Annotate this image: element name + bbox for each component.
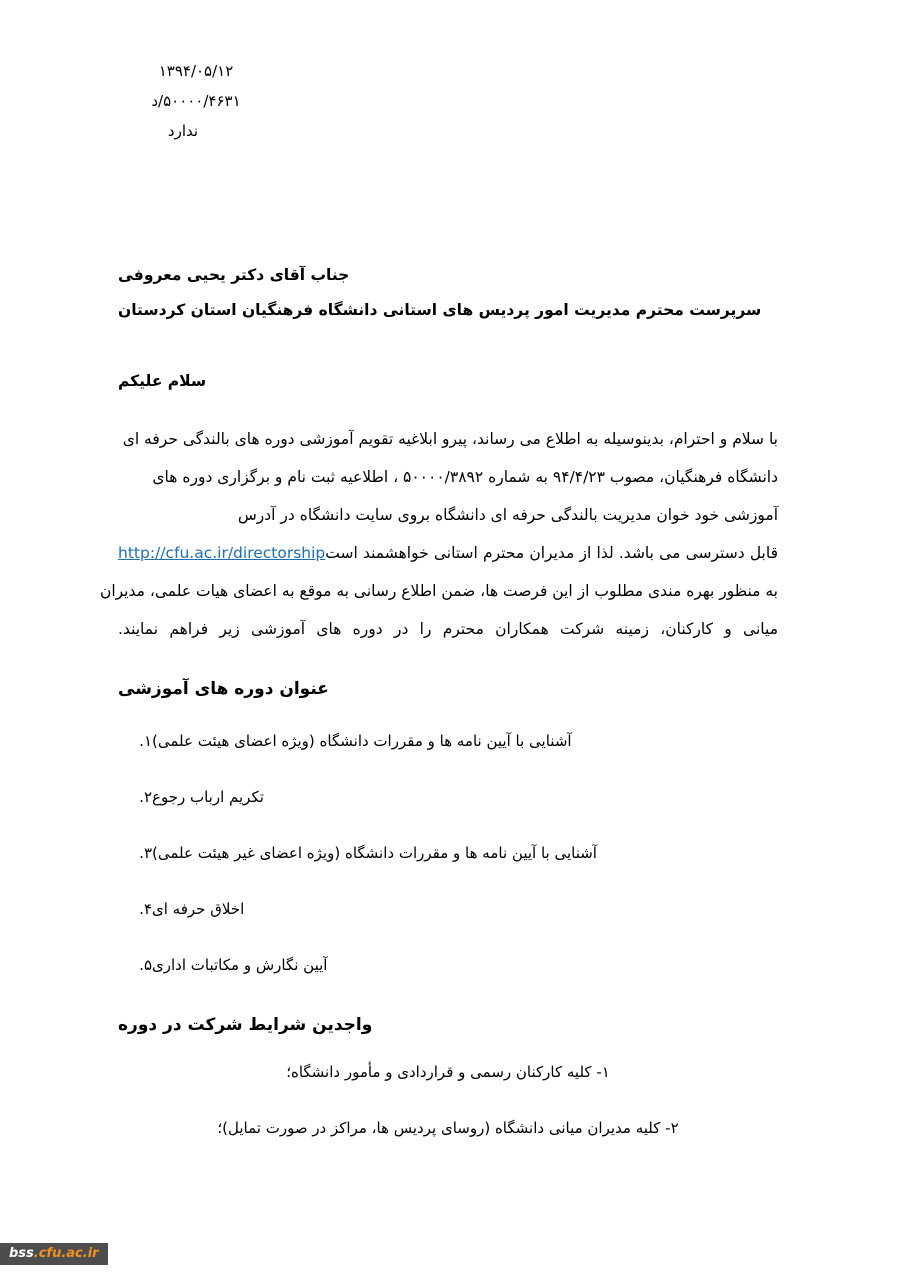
list-item xyxy=(118,788,778,844)
site-watermark xyxy=(0,1243,108,1265)
courses-section-heading: عنوان دوره های آموزشی xyxy=(118,679,329,699)
course-title: آشنایی با آیین نامه ها و مقررات دانشگاه (ویژه اعضای هیئت علمی) xyxy=(152,732,572,750)
body-paragraph xyxy=(99,420,778,648)
letter-reference-number: ۵۰۰۰۰/۴۶۳۱/د xyxy=(151,92,241,110)
body-line-1: با سلام و احترام، بدینوسیله به اطلاع می رساند، پیرو ابلاغیه تقویم آموزشی دوره های بالندگی حرفه ای xyxy=(122,430,778,448)
body-line-3: آموزشی خود خوان مدیریت بالندگی حرفه ای دانشگاه بروی سایت دانشگاه در آدرس xyxy=(237,506,778,524)
list-item xyxy=(118,956,778,1012)
body-line-4: قابل دسترسی می باشد. لذا از مدیران محترم استانی خواهشمند استhttp://cfu.ac.ir/directorship xyxy=(118,534,778,572)
course-title: تکریم ارباب رجوع xyxy=(152,788,264,806)
letter-attachment: ندارد xyxy=(167,122,199,140)
letter-header xyxy=(96,56,296,146)
course-number: ۳. xyxy=(139,844,152,862)
list-item xyxy=(118,732,778,788)
course-title: آیین نگارش و مکاتبات اداری xyxy=(152,956,328,974)
watermark-prefix: bss xyxy=(9,1246,34,1261)
course-title: آشنایی با آیین نامه ها و مقررات دانشگاه (ویژه اعضای غیر هیئت علمی) xyxy=(152,844,597,862)
course-list xyxy=(118,732,778,1012)
letter-date: ۱۳۹۴/۰۵/۱۲ xyxy=(158,62,234,80)
eligibility-section-heading: واجدین شرایط شرکت در دوره xyxy=(118,1015,373,1035)
body-line-5: به منظور بهره مندی مطلوب از این فرصت ها، ضمن اطلاع رسانی به موقع به اعضای هیات علمی، مدیران xyxy=(99,582,778,600)
addressee-title: سرپرست محترم مدیریت امور پردیس های استانی دانشگاه فرهنگیان استان کردستان xyxy=(118,301,762,319)
course-number: ۵. xyxy=(139,956,152,974)
addressee-block xyxy=(118,258,778,328)
addressee-name: جناب آقای دکتر یحیی معروفی xyxy=(118,266,350,284)
list-item xyxy=(118,844,778,900)
course-number: ۴. xyxy=(139,900,152,918)
body-line-2: دانشگاه فرهنگیان، مصوب ۹۴/۴/۲۳ به شماره ۵۰۰۰۰/۳۸۹۲ ، اطلاعیه ثبت نام و برگزاری دوره های xyxy=(152,468,778,486)
course-number: ۱. xyxy=(139,732,152,750)
greeting-text: سلام علیکم xyxy=(118,372,207,390)
body-line-6: میانی و کارکنان، زمینه شرکت همکاران محترم را در دوره های آموزشی زیر فراهم نمایند. xyxy=(118,620,778,638)
list-item: ۲- کلیه مدیران میانی دانشگاه (روسای پردیس ها، مراکز در صورت تمایل)؛ xyxy=(217,1119,679,1137)
course-title: اخلاق حرفه ای xyxy=(152,900,245,918)
eligibility-list xyxy=(118,1063,778,1175)
list-item xyxy=(118,900,778,956)
list-item: ۱- کلیه کارکنان رسمی و قراردادی و مأمور دانشگاه؛ xyxy=(286,1063,610,1081)
directorship-url-link[interactable]: http://cfu.ac.ir/directorship xyxy=(118,544,326,562)
watermark-domain: .cfu.ac.ir xyxy=(33,1246,99,1261)
course-number: ۲. xyxy=(139,788,152,806)
